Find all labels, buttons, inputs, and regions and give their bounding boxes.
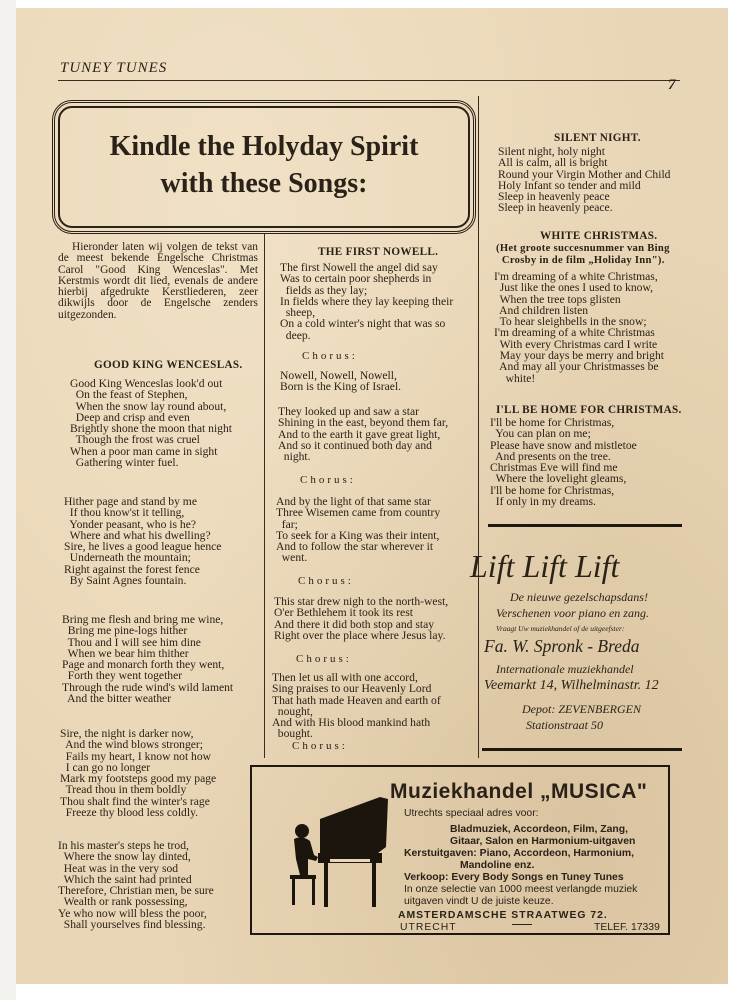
nowell-verse-3: And by the light of that same star Three Wisemen came from country far; To seek for a King was their intent, And to follow the star wherever it went. (276, 495, 441, 565)
musica-ad-phone: TELEF. 17339 (594, 922, 660, 933)
nowell-chorus-label-3: Chorus: (298, 575, 354, 587)
lift-ad-company: Fa. W. Spronk - Breda (484, 636, 640, 656)
lift-ad-description: Internationale muziekhandel (496, 662, 634, 676)
musica-ad-line5: Mandoline enz. (460, 860, 535, 871)
musica-ad-dash (512, 924, 532, 925)
column-divider-right (478, 96, 479, 758)
white-christmas-subtitle: (Het groote succesnummer van Bing Crosby in de film „Holiday Inn"). (496, 243, 670, 266)
musica-ad-street: AMSTERDAMSCHE STRAATWEG 72. (398, 910, 608, 921)
banner-title-line2: with these Songs: (160, 168, 368, 199)
nowell-chorus-label-4: Chorus: (296, 653, 352, 665)
song-title-silent-night: SILENT NIGHT. (554, 132, 641, 144)
wenceslas-verse-5: In his master's steps he trod, Where the snow lay dinted, Heat was in the very sod Which the saint had printed Therefore, Christian men, be sure Wealth or rank possessing, Ye who now will bless the poor, Shall yourselves find blessing. (58, 839, 214, 932)
musica-ad-line6 (404, 872, 624, 883)
nowell-verse-5: Then let us all with one accord, Sing praises to our Heavenly Lord That hath made Heaven and earth of nought, And with His blood mankind hath bought. (272, 671, 441, 741)
lift-ad-headline: Lift Lift Lift (470, 548, 620, 584)
home-christmas-text: I'll be home for Christmas, You can plan on me; Please have snow and mistletoe And presents on the tree. Christmas Eve will find me Where the lovelight gleams, I'll be home for Christmas, If only in my dreams. (490, 416, 637, 509)
musica-ad-line4 (404, 848, 634, 859)
piano-player-illustration (280, 795, 394, 913)
musica-ad-line4-text: Piano, Accordeon, Harmonium, (476, 848, 634, 859)
song-title-home-christmas: I'LL BE HOME FOR CHRISTMAS. (496, 404, 682, 416)
musica-ad-line4-label: Kerstuitgaven: (404, 848, 477, 859)
nowell-chorus-text: Nowell, Nowell, Nowell, Born is the King of Israel. (280, 369, 402, 394)
lift-ad-line2: Verschenen voor piano en zang. (496, 606, 649, 620)
nowell-chorus-label-2: Chorus: (300, 474, 356, 486)
nowell-chorus-label-5: Chorus: (292, 740, 348, 752)
page-number: 7 (668, 77, 676, 93)
wenceslas-verse-3: Bring me flesh and bring me wine, Bring me pine-logs hither Thou and I will see him dine When we bear him thither Page and monarch forth they went, Forth they went together Through the rude wind's wild lament And the bitter weather (62, 613, 234, 706)
ad-rule-top (488, 524, 682, 527)
page-background (0, 0, 16, 1000)
wenceslas-verse-1: Good King Wenceslas look'd out On the feast of Stephen, When the snow lay round about, Deep and crisp and even Brightly shone the moon that night Though the frost was cruel When a poor man came in sight Gathering winter fuel. (70, 377, 232, 470)
banner-frame (58, 106, 470, 228)
lift-ad-depot: Depot: ZEVENBERGEN (522, 702, 641, 716)
column-divider-left (264, 234, 265, 758)
musica-ad-line6-label: Verkoop: (404, 872, 449, 883)
nowell-verse-1: The first Nowell the angel did say Was to certain poor shepherds in fields as they lay; In fields where they lay keeping their sheep, On a cold winter's night that was so deep. (280, 261, 454, 342)
musica-ad-line2: Bladmuziek, Accordeon, Film, Zang, (450, 824, 629, 835)
musica-ad-line7: In onze selectie van 1000 meest verlangde muziek (404, 884, 638, 895)
lift-ad-line3: Vraagt Uw muziekhandel of de uitgeefster: (496, 624, 625, 633)
lift-ad-depot-address: Stationstraat 50 (526, 718, 604, 732)
musica-ad-line8: uitgaven vindt U de juiste keuze. (404, 896, 554, 907)
magazine-title: TUNEY TUNES (60, 60, 168, 76)
banner-title-line1: Kindle the Holyday Spirit (109, 131, 419, 162)
nowell-chorus-label-1: Chorus: (302, 350, 358, 362)
wenceslas-verse-4: Sire, the night is darker now, And the wind blows stronger; Fails my heart, I know not how I can go no longer Mark my footsteps good my page Tread thou in them boldly Thou shalt find the winter's rage Freeze thy blood less coldly. (60, 727, 217, 820)
intro-paragraph: Hieronder laten wij volgen de tekst van de meest bekende Engelsche Christmas Carol "Good King Wenceslas". Met Kerstmis wordt dit lied, evenals de andere hierbij afgedrukte Kerstliederen, zeer dikwijls door de Engelsche zenders uitgezonden. (58, 241, 258, 321)
song-title-first-nowell: THE FIRST NOWELL. (318, 246, 439, 258)
lift-ad-line1: De nieuwe gezelschapsdans! (510, 590, 648, 604)
musica-ad-line3: Gitaar, Salon en Harmonium-uitgaven (450, 836, 636, 847)
musica-ad-line1: Utrechts speciaal adres voor: (404, 808, 539, 819)
song-title-white-christmas: WHITE CHRISTMAS. (540, 230, 658, 242)
nowell-verse-2: They looked up and saw a star Shining in the east, beyond them far, And to the earth it gave great light, And so it continued both day and night. (278, 405, 449, 464)
lift-ad-address: Veemarkt 14, Wilhelminastr. 12 (484, 678, 659, 693)
song-title-wenceslas: GOOD KING WENCESLAS. (94, 359, 243, 371)
nowell-verse-4: This star drew nigh to the north-west, O'er Bethlehem it took its rest And there it did both stop and stay Right over the place where Jesus lay. (274, 595, 449, 642)
musica-ad-line6-text: Every Body Songs en Tuney Tunes (448, 872, 624, 883)
white-christmas-text: I'm dreaming of a white Christmas, Just like the ones I used to know, When the tree tops glisten And children listen To hear sleighbells in the snow; I'm dreaming of a white Christmas With every Christmas card I write May your days be merry and bright And may all your Christmasses be white! (494, 270, 665, 385)
musica-ad-title: Muziekhandel „MUSICA" (390, 780, 648, 803)
musica-ad-city: UTRECHT (400, 922, 457, 933)
header-rule (58, 80, 680, 81)
wenceslas-verse-2: Hither page and stand by me If thou know'st it telling, Yonder peasant, who is he? Where and what his dwelling? Sire, he lives a good league hence Underneath the mountain; Right against the forest fence By Saint Agnes fountain. (64, 495, 222, 588)
silent-night-text: Silent night, holy night All is calm, all is bright Round your Virgin Mother and Child Holy Infant so tender and mild Sleep in heavenly peace Sleep in heavenly peace. (498, 145, 671, 215)
ad-rule-bottom (482, 748, 682, 751)
